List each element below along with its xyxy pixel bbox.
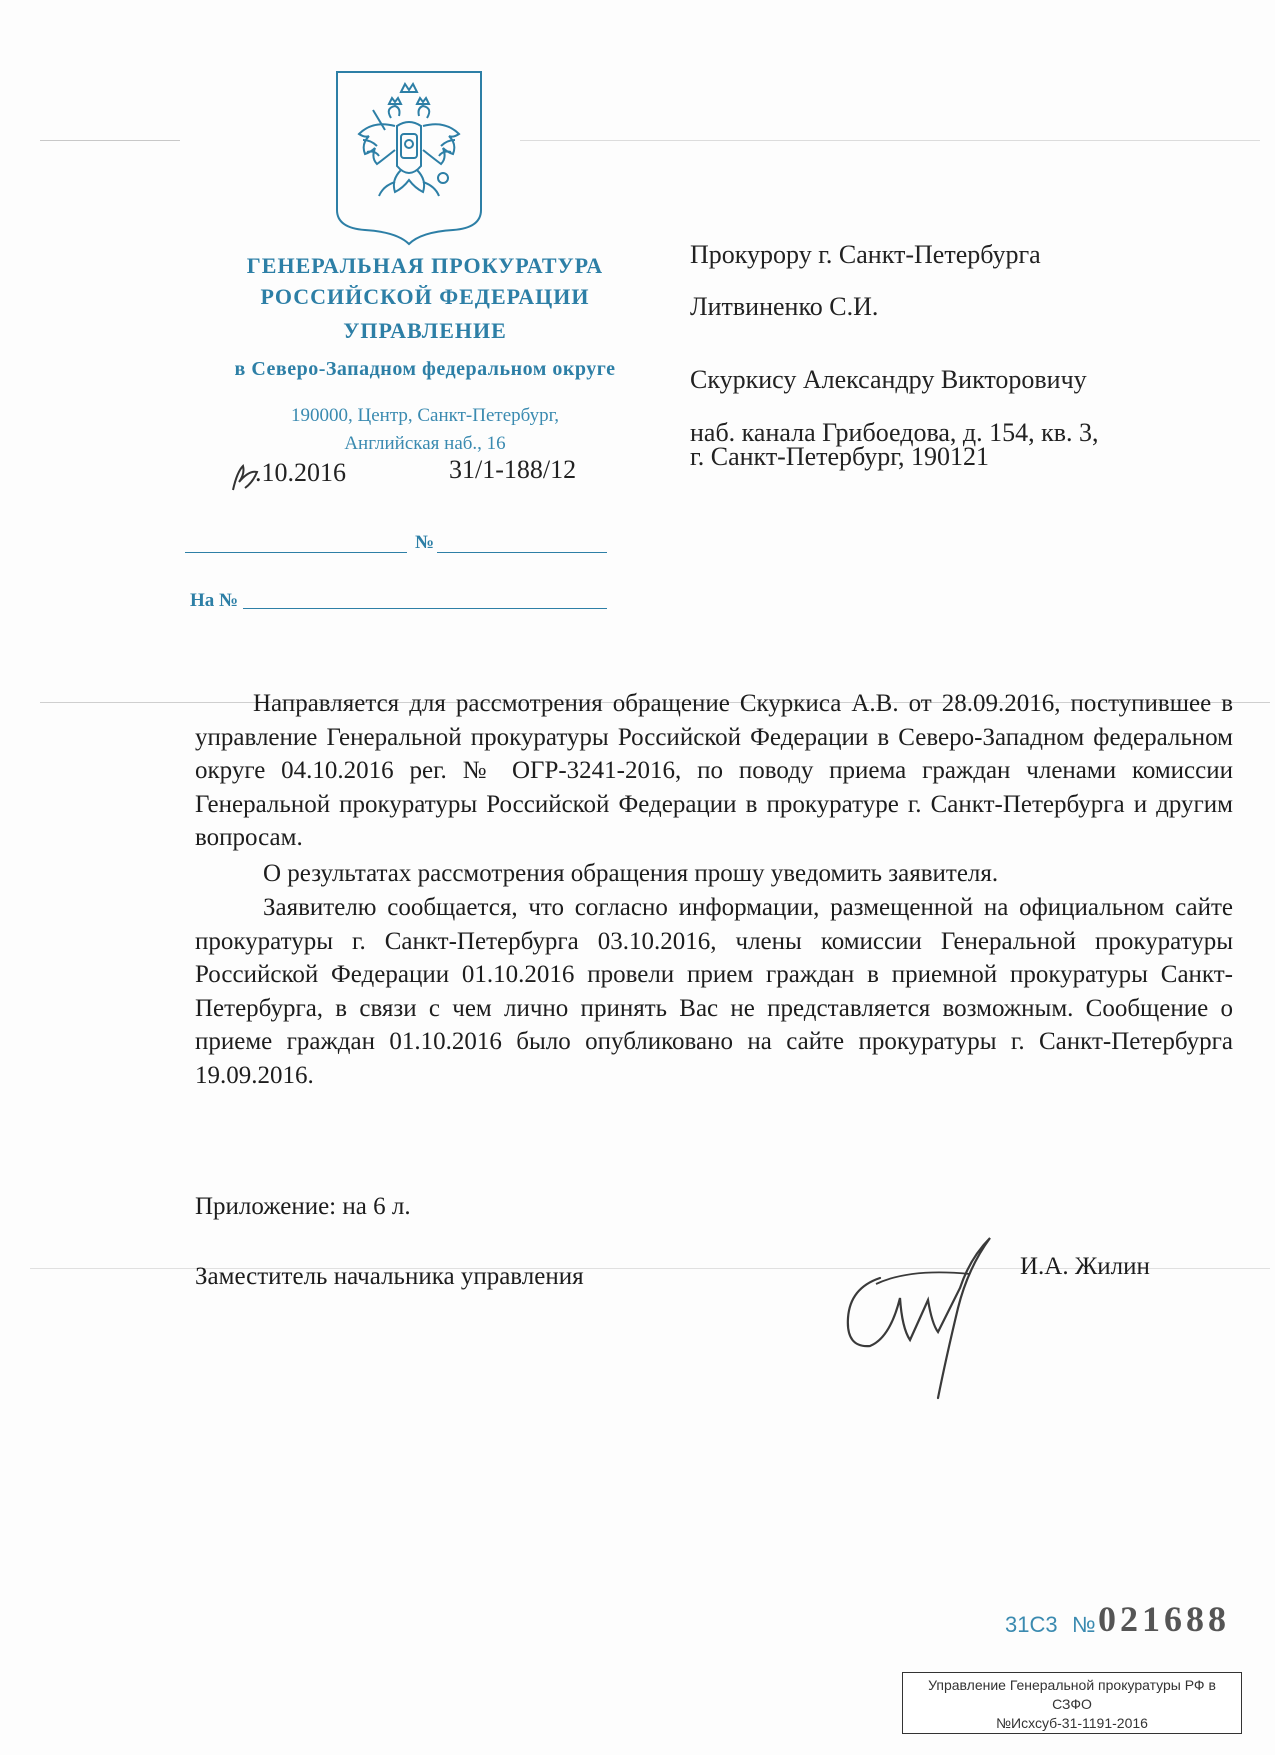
org-name-line4: в Северо-Западном федеральном округе xyxy=(234,358,616,380)
recipient-address-line2: г. Санкт-Петербург, 190121 xyxy=(690,442,990,471)
body-paragraph-2: О результатах рассмотрения обращения прошу уведомить заявителя. xyxy=(263,860,999,887)
recipient-line3: Скуркису Александру Викторовичу xyxy=(690,365,1087,394)
stamp-line1: Управление Генеральной прокуратуры РФ в xyxy=(928,1677,1216,1693)
registration-stamp xyxy=(902,1672,1242,1734)
letterhead xyxy=(185,70,665,620)
russian-double-headed-eagle-icon xyxy=(333,70,485,246)
org-address-line2: Английская наб., 16 xyxy=(344,433,506,454)
serial-sign: № xyxy=(1072,1612,1096,1637)
number-underline xyxy=(437,552,607,553)
reply-to-label: На № xyxy=(190,590,239,611)
recipient-line1: Прокурору г. Санкт-Петербурга xyxy=(690,240,1041,269)
org-name-line3: УПРАВЛЕНИЕ xyxy=(343,318,507,343)
org-address-line1: 190000, Центр, Санкт-Петербург, xyxy=(291,405,559,426)
date-underline xyxy=(185,552,407,553)
letter-number: 31/1-188/12 xyxy=(449,455,577,484)
serial-number: 021688 xyxy=(1098,1599,1230,1639)
form-code: 31С3 xyxy=(1005,1612,1058,1637)
recipient-address-line1: наб. канала Грибоедова, д. 154, кв. 3, xyxy=(690,418,1099,447)
scan-artifact xyxy=(40,140,180,141)
attachment-note: Приложение: на 6 л. xyxy=(195,1193,411,1220)
signatory-position: Заместитель начальника управления xyxy=(195,1263,584,1290)
body-paragraph-3: Заявителю сообщается, что согласно информации, размещенной на официальном сайте прокуратуры г. Санкт-Петербурга 03.10.2016, члены комиссии Генеральной прокуратуры Российской Федерации 01.10.2016 провели прием граждан в приемной прокуратуры Санкт-Петербурга, в связи с чем лично принять Вас не представляется возможным. Сообщение о приеме граждан 01.10.2016 было опубликовано на сайте прокуратуры г. Санкт-Петербурга 19.09.2016. xyxy=(195,894,1233,1089)
number-sign: № xyxy=(415,532,435,553)
recipient-line2: Литвиненко С.И. xyxy=(690,292,879,321)
stamp-line2: СЗФО xyxy=(1052,1696,1092,1712)
stamp-line3: №Исхсуб-31-1191-2016 xyxy=(996,1715,1148,1731)
handwritten-signature-icon xyxy=(840,1228,1000,1408)
org-name-line2: РОССИЙСКОЙ ФЕДЕРАЦИИ xyxy=(260,284,590,309)
reply-to-underline xyxy=(243,608,607,609)
signatory-name: И.А. Жилин xyxy=(1020,1253,1150,1280)
letter-date: .10.2016 xyxy=(255,458,346,487)
org-name-line1: ГЕНЕРАЛЬНАЯ ПРОКУРАТУРА xyxy=(246,253,604,278)
body-paragraph-1: Направляется для рассмотрения обращение Скуркиса А.В. от 28.09.2016, поступившее в управление Генеральной прокуратуры Российской Федерации в Северо-Западном федеральном округе 04.10.2016 рег. № ОГР-3241-2016, по поводу приема граждан членами комиссии Генеральной прокуратуры Российской Федерации в прокуратуре г. Санкт-Петербурга и другим вопросам. xyxy=(195,690,1233,851)
